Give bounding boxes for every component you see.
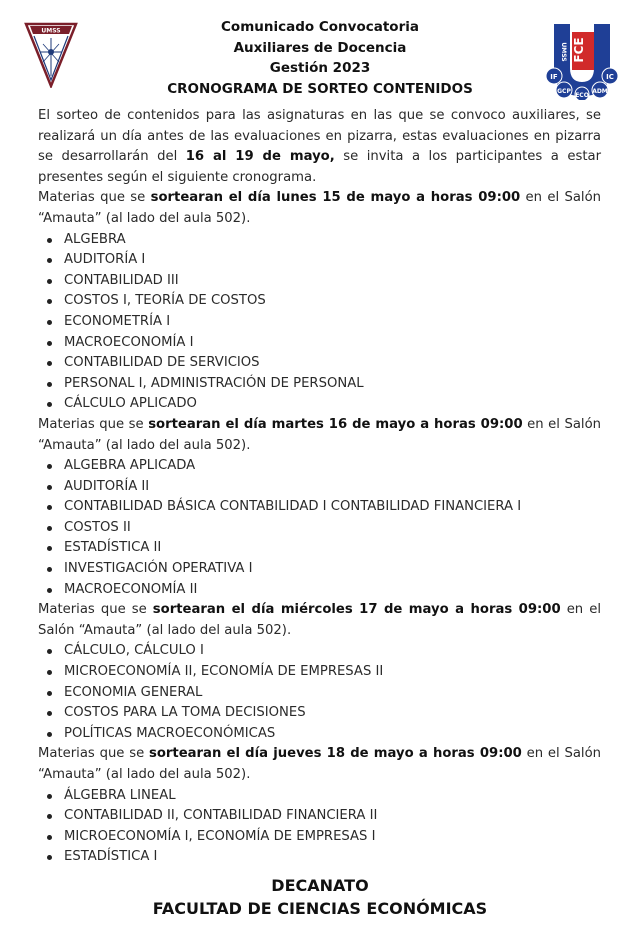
section-intro-text: Materias que se bbox=[38, 190, 151, 206]
subject-item: ÁLGEBRA LINEAL bbox=[38, 786, 601, 807]
fce-vertical-text: UMSS bbox=[560, 42, 567, 62]
badge-gcp: GCP bbox=[557, 88, 571, 95]
subject-item: ECONOMETRÍA I bbox=[38, 312, 601, 333]
subject-item: MACROECONOMÍA I bbox=[38, 333, 601, 354]
intro-text-2: se invita a los participantes a estar presentes según el siguiente cronograma. bbox=[38, 149, 601, 185]
subject-item: AUDITORÍA II bbox=[38, 477, 601, 498]
section-intro bbox=[38, 415, 601, 456]
subject-item: CÁLCULO, CÁLCULO I bbox=[38, 641, 601, 662]
badge-if: IF bbox=[550, 73, 558, 81]
subject-item: MICROECONOMÍA I, ECONOMÍA DE EMPRESAS I bbox=[38, 827, 601, 848]
subject-item: INVESTIGACIÓN OPERATIVA I bbox=[38, 559, 601, 580]
footer-faculty: FACULTAD DE CIENCIAS ECONÓMICAS bbox=[152, 899, 488, 918]
header-title: Comunicado Convocatoria bbox=[221, 19, 419, 35]
subject-item: POLÍTICAS MACROECONÓMICAS bbox=[38, 724, 601, 745]
badge-adm: ADM bbox=[592, 88, 608, 95]
section-date-time: sortearan el día martes 16 de mayo a horas 09:00 bbox=[148, 416, 523, 432]
schedule-section bbox=[38, 600, 601, 744]
subject-item: PERSONAL I, ADMINISTRACIÓN DE PERSONAL bbox=[38, 374, 601, 395]
subject-item: ESTADÍSTICA I bbox=[38, 847, 601, 868]
document-header bbox=[100, 17, 540, 99]
subject-item: CÁLCULO APLICADO bbox=[38, 394, 601, 415]
document-body bbox=[38, 106, 601, 868]
umss-logo-text: UMSS bbox=[41, 27, 61, 35]
subject-item: ALGEBRA APLICADA bbox=[38, 456, 601, 477]
badge-ic: IC bbox=[606, 73, 614, 81]
section-intro bbox=[38, 188, 601, 229]
fce-letters: FCE bbox=[572, 37, 586, 63]
badge-eco: ECO bbox=[575, 92, 589, 99]
subject-item: CONTABILIDAD II, CONTABILIDAD FINANCIERA II bbox=[38, 806, 601, 827]
subject-item: CONTABILIDAD III bbox=[38, 271, 601, 292]
section-intro bbox=[38, 600, 601, 641]
section-intro bbox=[38, 744, 601, 785]
subject-item: ESTADÍSTICA II bbox=[38, 538, 601, 559]
subject-item: COSTOS II bbox=[38, 518, 601, 539]
section-location: en el Salón “Amauta” (al lado del aula 502). bbox=[38, 602, 601, 638]
intro-paragraph bbox=[38, 106, 601, 188]
subject-list bbox=[38, 641, 601, 744]
header-period: Gestión 2023 bbox=[269, 60, 371, 76]
subject-item: MACROECONOMÍA II bbox=[38, 580, 601, 601]
section-date-time: sortearan el día miércoles 17 de mayo a horas 09:00 bbox=[152, 602, 561, 618]
section-location: en el Salón “Amauta” (al lado del aula 502). bbox=[38, 746, 601, 782]
header-subtitle: Auxiliares de Docencia bbox=[233, 39, 407, 56]
schedule-section bbox=[38, 415, 601, 600]
footer-dean-office: DECANATO bbox=[271, 876, 369, 895]
section-date-time: sortearan el día jueves 18 de mayo a horas 09:00 bbox=[148, 746, 522, 762]
subject-item: CONTABILIDAD BÁSICA CONTABILIDAD I CONTABILIDAD FINANCIERA I bbox=[38, 497, 601, 518]
schedule-section bbox=[38, 744, 601, 868]
section-intro-text: Materias que se bbox=[38, 416, 149, 432]
subject-item: AUDITORÍA I bbox=[38, 250, 601, 271]
subject-item: MICROECONOMÍA II, ECONOMÍA DE EMPRESAS II bbox=[38, 662, 601, 683]
intro-text-1: El sorteo de contenidos para las asignaturas en las que se convoco auxiliares, se realizará un día antes de las evaluaciones en pizarra, estas evaluaciones en pizarra se desarrollarán del bbox=[38, 108, 601, 165]
subject-list bbox=[38, 786, 601, 868]
subject-item: COSTOS PARA LA TOMA DECISIONES bbox=[38, 703, 601, 724]
subject-item: CONTABILIDAD DE SERVICIOS bbox=[38, 353, 601, 374]
section-date-time: sortearan el día lunes 15 de mayo a horas 09:00 bbox=[150, 190, 521, 206]
section-location: en el Salón “Amauta” (al lado del aula 502). bbox=[38, 190, 601, 226]
fce-logo bbox=[544, 20, 620, 100]
umss-logo bbox=[24, 22, 78, 88]
schedule-section bbox=[38, 188, 601, 415]
document-footer bbox=[0, 874, 640, 920]
subject-item: COSTOS I, TEORÍA DE COSTOS bbox=[38, 291, 601, 312]
intro-dates: 16 al 19 de mayo, bbox=[185, 149, 335, 165]
subject-list bbox=[38, 456, 601, 600]
schedule-sections bbox=[38, 188, 601, 868]
subject-item: ECONOMIA GENERAL bbox=[38, 683, 601, 704]
section-location: en el Salón “Amauta” (al lado del aula 502). bbox=[38, 416, 601, 453]
section-intro-text: Materias que se bbox=[38, 746, 149, 762]
section-intro-text: Materias que se bbox=[38, 602, 153, 618]
header-schedule-title: CRONOGRAMA DE SORTEO CONTENIDOS bbox=[167, 80, 473, 97]
subject-list bbox=[38, 230, 601, 415]
subject-item: ALGEBRA bbox=[38, 230, 601, 251]
